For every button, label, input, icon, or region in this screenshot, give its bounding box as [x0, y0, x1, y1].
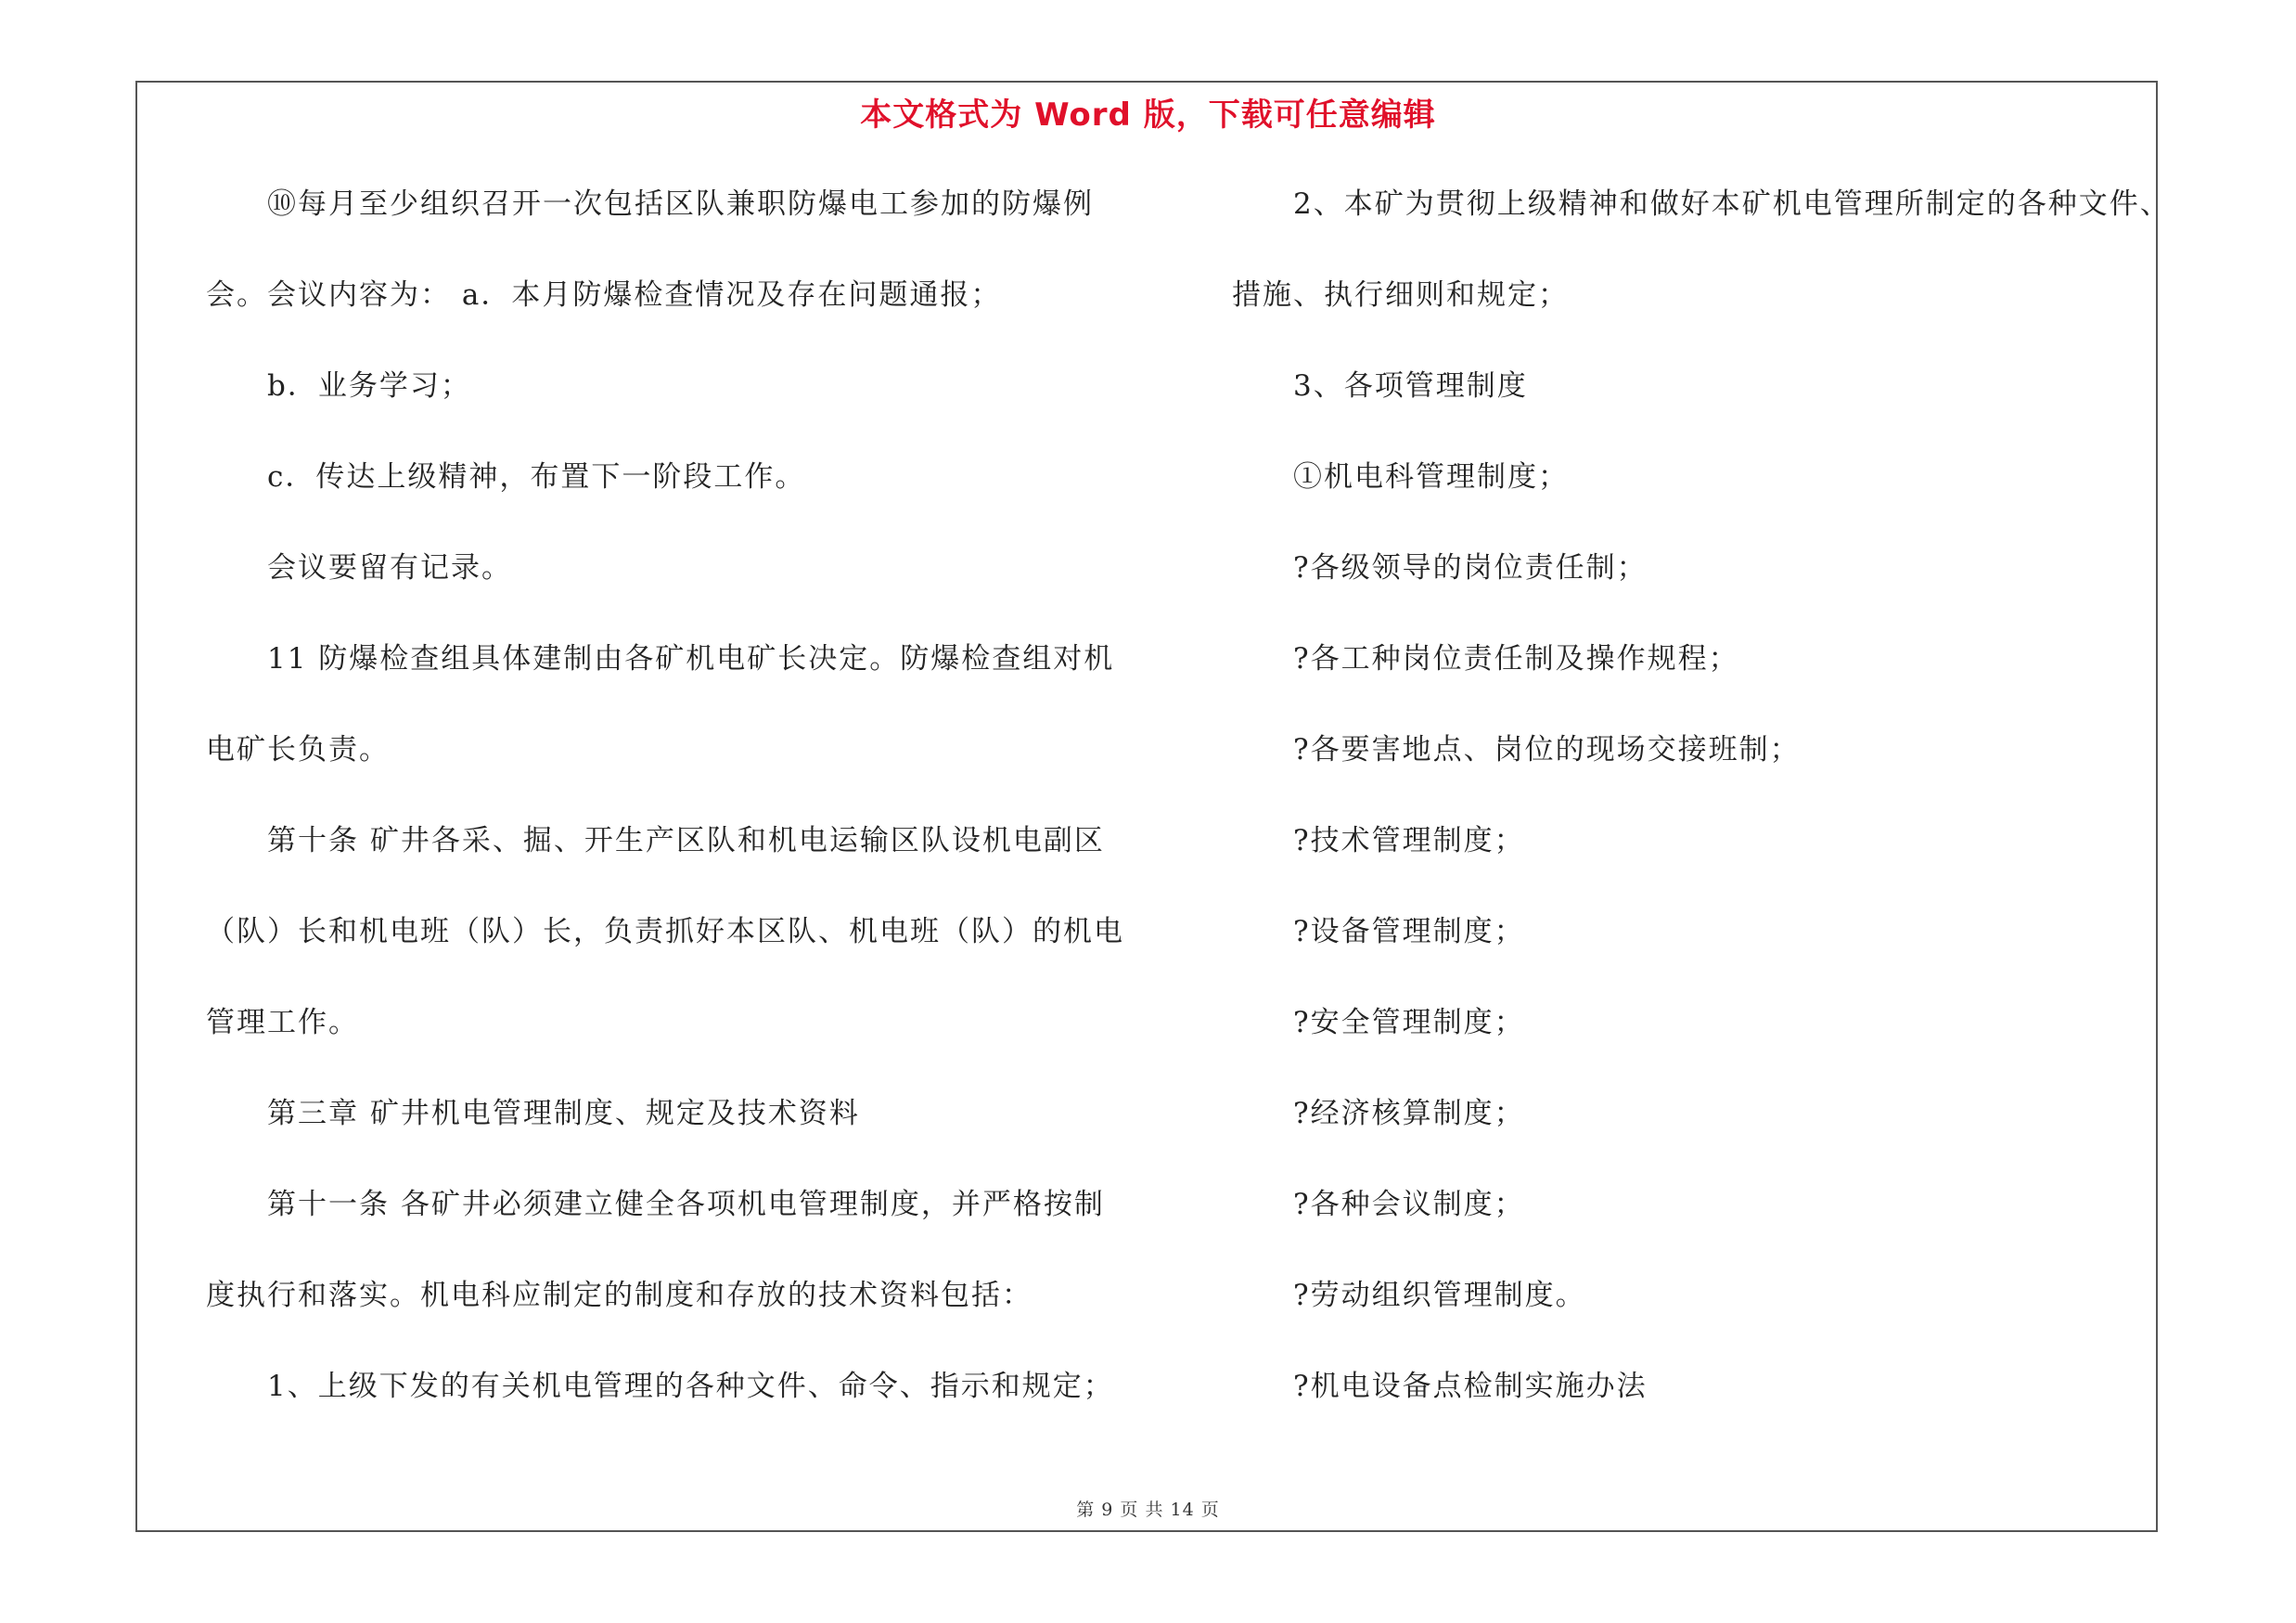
paragraph-line: 2、本矿为贯彻上级精神和做好本矿机电管理所制定的各种文件、	[1293, 187, 2171, 221]
paragraph-line: （队）长和机电班（队）长，负责抓好本区队、机电班（队）的机电	[206, 915, 1124, 948]
paragraph-line: 3、各项管理制度	[1293, 369, 1528, 403]
list-item: ?各级领导的岗位责任制；	[1293, 551, 1648, 585]
paragraph-line: 第十条 矿井各采、掘、开生产区队和机电运输区队设机电副区	[267, 824, 1105, 857]
paragraph-line: 会议要留有记录。	[267, 551, 512, 585]
paragraph-line: b．业务学习；	[267, 369, 471, 403]
list-item: ?各工种岗位责任制及操作规程；	[1293, 642, 1739, 676]
paragraph-line: 第十一条 各矿井必须建立健全各项机电管理制度，并严格按制	[267, 1188, 1105, 1221]
paragraph-line: 措施、执行细则和规定；	[1232, 278, 1569, 312]
paragraph-line: c．传达上级精神，布置下一阶段工作。	[267, 460, 806, 494]
list-item: ①机电科管理制度；	[1293, 460, 1569, 494]
list-item: ?安全管理制度；	[1293, 1006, 1525, 1039]
paragraph-line: 11 防爆检查组具体建制由各矿机电矿长决定。防爆检查组对机	[267, 642, 1115, 676]
list-item: ?技术管理制度；	[1293, 824, 1525, 857]
page-number-footer: 第 9 页 共 14 页	[1076, 1500, 1220, 1520]
list-item: ?机电设备点检制实施办法	[1293, 1370, 1648, 1403]
list-item: ?劳动组织管理制度。	[1293, 1279, 1586, 1312]
paragraph-line: 会。会议内容为： a．本月防爆检查情况及存在问题通报；	[206, 278, 1002, 312]
list-item: ?经济核算制度；	[1293, 1097, 1525, 1130]
paragraph-line: 1、上级下发的有关机电管理的各种文件、命令、指示和规定；	[267, 1370, 1114, 1403]
paragraph-line: ⑩每月至少组织召开一次包括区队兼职防爆电工参加的防爆例	[267, 187, 1094, 221]
paragraph-line: 度执行和落实。机电科应制定的制度和存放的技术资料包括：	[206, 1279, 1033, 1312]
word-format-banner: 本文格式为 Word 版，下载可任意编辑	[860, 97, 1436, 134]
paragraph-line: 电矿长负责。	[206, 733, 390, 766]
paragraph-line: 管理工作。	[206, 1006, 359, 1039]
chapter-heading: 第三章 矿井机电管理制度、规定及技术资料	[267, 1097, 860, 1130]
list-item: ?各要害地点、岗位的现场交接班制；	[1293, 733, 1801, 766]
list-item: ?设备管理制度；	[1293, 915, 1525, 948]
list-item: ?各种会议制度；	[1293, 1188, 1525, 1221]
